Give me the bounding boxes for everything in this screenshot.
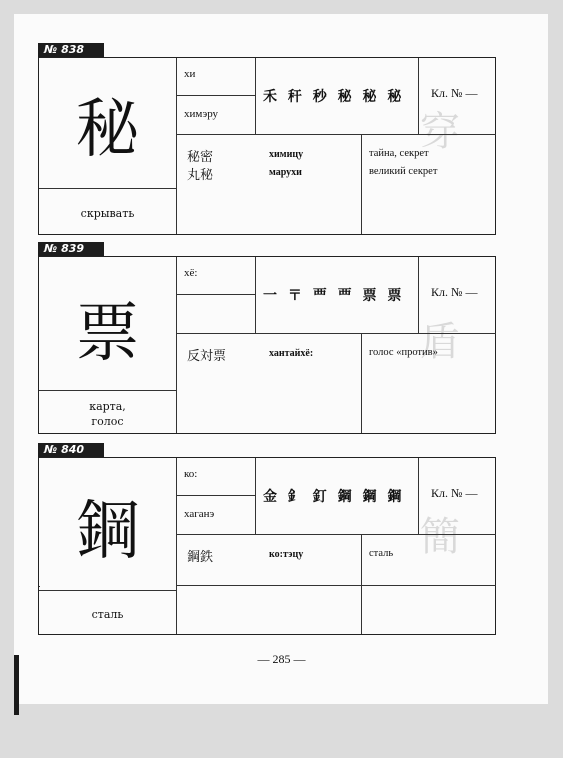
on-reading: хё: — [184, 267, 198, 279]
card-number: № 839 — [38, 242, 104, 256]
example-reading: ко:тэцу — [269, 549, 304, 560]
example-word: 丸秘 — [187, 168, 214, 183]
example-row-divider — [176, 585, 496, 586]
class-number: Кл. № — — [431, 486, 478, 500]
stroke-order: 金 釒 釘 鋼 鋼 鋼 — [263, 489, 405, 505]
card-number: № 838 — [38, 43, 104, 57]
stroke-order: 禾 秆 秒 秘 秘 秘 — [263, 89, 405, 105]
example-divider — [361, 135, 362, 234]
on-reading: хи — [184, 68, 196, 80]
bleed-through-mark: 穿 — [420, 109, 460, 155]
reading-divider — [176, 95, 255, 96]
class-number: Кл. № — — [431, 86, 478, 100]
kanji-meaning: сталь — [91, 608, 124, 621]
bleed-through-mark: 簡 — [420, 514, 460, 560]
card-frame — [38, 256, 496, 434]
stroke-order: 一 〒 覀 覀 票 票 — [263, 288, 405, 304]
example-word: 鋼鉄 — [187, 550, 214, 565]
reading-divider — [176, 495, 255, 496]
kanji-meaning: скрывать — [80, 207, 135, 220]
on-reading: ко: — [184, 468, 198, 480]
reading-divider — [176, 294, 255, 295]
example-reading: хантайхё: — [269, 348, 314, 359]
card-frame — [38, 57, 496, 235]
example-reading: химицу — [269, 149, 304, 160]
example-meaning: тайна, секрет — [369, 148, 429, 159]
card-frame — [38, 457, 496, 635]
main-kanji: 秘 — [75, 93, 140, 167]
example-word: 反対票 — [187, 349, 227, 364]
main-kanji: 鋼 — [75, 495, 140, 569]
card-number: № 840 — [38, 443, 104, 457]
class-number: Кл. № — — [431, 285, 478, 299]
example-meaning: великий секрет — [369, 166, 438, 177]
main-kanji: 票 — [75, 297, 140, 371]
example-word: 秘密 — [187, 150, 214, 165]
example-reading: марухи — [269, 167, 302, 178]
bleed-through-mark: 盾 — [420, 319, 460, 365]
kanji-meaning: карта, — [89, 400, 126, 413]
kanji-meaning: голос — [91, 415, 124, 428]
example-meaning: голос «против» — [369, 347, 438, 358]
kun-reading: химэру — [184, 108, 219, 120]
example-meaning: сталь — [369, 548, 394, 559]
spacer — [39, 586, 40, 587]
example-divider — [361, 334, 362, 433]
kun-reading: хаганэ — [184, 508, 215, 520]
page-number: — 285 — — [257, 652, 306, 666]
